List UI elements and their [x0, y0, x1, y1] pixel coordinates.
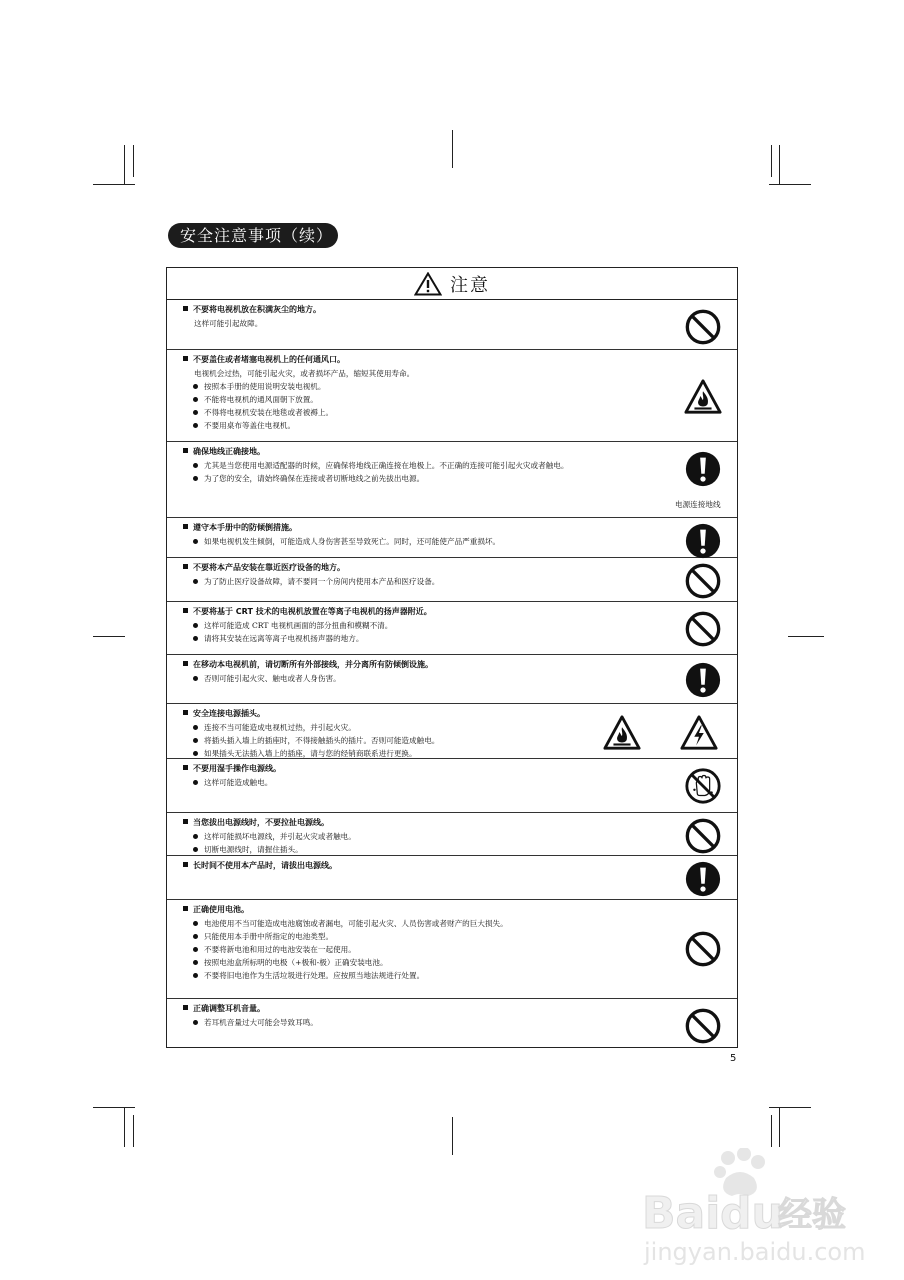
caution-row-title: 正确使用电池。 — [183, 904, 249, 915]
electric-shock-warning-icon — [680, 714, 718, 752]
no-wet-hands-icon — [684, 767, 722, 805]
icon-caption: 电源连接地线 — [675, 500, 721, 509]
crop-mark — [124, 1107, 125, 1147]
mandatory-icon — [684, 450, 722, 488]
bullet-item: 为了您的安全，请始终确保在连接或者切断地线之前先拔出电源。 — [191, 472, 569, 485]
crop-mark — [771, 1115, 772, 1147]
bullet-item: 不要将旧电池作为生活垃圾进行处理。应按照当地法规进行处置。 — [191, 969, 508, 982]
caution-row — [167, 300, 737, 350]
crop-mark — [452, 1117, 453, 1155]
prohibition-icon — [684, 308, 722, 346]
svg-text:Bai: Bai — [642, 1188, 721, 1239]
crop-mark — [124, 145, 125, 185]
caution-row — [167, 759, 737, 813]
page-number: 5 — [730, 1053, 737, 1064]
bullet-item: 若耳机音量过大可能会导致耳鸣。 — [191, 1016, 318, 1029]
bullet-item: 这样可能造成触电。 — [191, 776, 272, 789]
bullet-item: 为了防止医疗设备故障，请不要同一个房间内使用本产品和医疗设备。 — [191, 575, 439, 588]
bullet-item: 按照电池盒所标明的电极（+极和-极）正确安装电池。 — [191, 956, 508, 969]
crop-mark — [133, 1115, 134, 1147]
bullet-item: 不得将电视机安装在地毯或者被褥上。 — [191, 406, 414, 419]
panel-header — [167, 268, 737, 300]
prohibition-icon — [684, 1007, 722, 1045]
caution-row-body — [191, 317, 262, 330]
caution-row-title: 不要将电视机放在积满灰尘的地方。 — [183, 304, 321, 315]
fire-warning-icon — [603, 714, 641, 752]
crop-mark — [452, 130, 453, 168]
caution-row-body — [191, 459, 569, 485]
caution-row-body — [191, 830, 356, 856]
caution-row-body — [191, 367, 414, 432]
caution-row-body — [191, 1016, 318, 1029]
caution-row — [167, 999, 737, 1048]
caution-row-title: 不要用湿手操作电源线。 — [183, 763, 281, 774]
caution-row-title: 不要将基于 CRT 技术的电视机放置在等离子电视机的扬声器附近。 — [183, 606, 432, 617]
caution-row-body — [191, 917, 508, 982]
crop-mark — [93, 1107, 135, 1108]
caution-row-body — [191, 776, 272, 789]
crop-mark — [93, 636, 125, 637]
caution-row-title: 长时间不使用本产品时，请拔出电源线。 — [183, 860, 337, 871]
bullet-item: 如果插头无法插入墙上的插座，请与您的经销商联系进行更换。 — [191, 747, 439, 760]
caution-row — [167, 856, 737, 900]
bullet-item: 只能使用本手册中所指定的电池类型。 — [191, 930, 508, 943]
caution-row-title: 当您拔出电源线时，不要拉扯电源线。 — [183, 817, 329, 828]
caution-row — [167, 558, 737, 602]
crop-mark — [779, 145, 780, 185]
caution-row-title: 不要将本产品安装在靠近医疗设备的地方。 — [183, 562, 345, 573]
crop-mark — [93, 184, 135, 185]
caution-row-title: 在移动本电视机前，请切断所有外部接线，并分离所有防倾倒设施。 — [183, 659, 433, 670]
caution-row-body — [191, 619, 392, 645]
bullet-item: 连接不当可能造成电视机过热，并引起火灾。 — [191, 721, 439, 734]
bullet-item: 如果电视机发生倾倒，可能造成人身伤害甚至导致死亡。同时，还可能使产品严重损坏。 — [191, 535, 500, 548]
caution-row — [167, 518, 737, 558]
prohibition-icon — [684, 817, 722, 855]
caution-row-body — [191, 672, 341, 685]
svg-text:经验: 经验 — [778, 1195, 846, 1235]
caution-row — [167, 813, 737, 856]
panel-header-title: 注意 — [450, 274, 490, 296]
caution-panel — [166, 267, 738, 1048]
body-text: 电视机会过热，可能引起火灾，或者损坏产品，缩短其使用寿命。 — [194, 369, 415, 378]
warning-triangle-icon — [414, 272, 442, 296]
crop-mark — [769, 1107, 811, 1108]
bullet-item: 请将其安装在远离等离子电视机扬声器的地方。 — [191, 632, 392, 645]
caution-row-title: 正确调整耳机音量。 — [183, 1003, 265, 1014]
bullet-item: 按照本手册的使用说明安装电视机。 — [191, 380, 414, 393]
svg-text:du: du — [720, 1188, 783, 1239]
bullet-item: 不能将电视机的通风面朝下放置。 — [191, 393, 414, 406]
bullet-item: 尤其是当您使用电源适配器的时候，应确保将地线正确连接在地极上。不正确的连接可能引起火灾或者触电。 — [191, 459, 569, 472]
caution-row-title: 遵守本手册中的防倾倒措施。 — [183, 522, 297, 533]
mandatory-icon — [684, 860, 722, 898]
mandatory-icon — [684, 661, 722, 699]
caution-row — [167, 900, 737, 999]
bullet-item: 不要用桌布等盖住电视机。 — [191, 419, 414, 432]
crop-mark — [788, 636, 824, 637]
bullet-item: 切断电源线时，请握住插头。 — [191, 843, 356, 856]
caution-row-body — [191, 535, 500, 548]
bullet-item: 这样可能损坏电源线，并引起火灾或者触电。 — [191, 830, 356, 843]
caution-row-body — [191, 575, 439, 588]
section-title: 安全注意事项（续） — [168, 223, 338, 248]
bullet-item: 电池使用不当可能造成电池腐蚀或者漏电，可能引起火灾、人员伤害或者财产的巨大损失。 — [191, 917, 508, 930]
prohibition-icon — [684, 930, 722, 968]
bullet-item: 将插头插入墙上的插座时，不得接触插头的插片。否则可能造成触电。 — [191, 734, 439, 747]
crop-mark — [133, 145, 134, 177]
crop-mark — [771, 145, 772, 177]
caution-row-title: 安全连接电源插头。 — [183, 708, 265, 719]
bullet-item: 否则可能引起火灾、触电或者人身伤害。 — [191, 672, 341, 685]
svg-text:jingyan.baidu.com: jingyan.baidu.com — [644, 1238, 866, 1266]
caution-row-body — [191, 721, 439, 760]
caution-row — [167, 704, 737, 759]
caution-row-title: 确保地线正确接地。 — [183, 446, 265, 457]
crop-mark — [779, 1107, 780, 1147]
mandatory-icon — [684, 522, 722, 560]
baidu-watermark-logo — [640, 1148, 890, 1268]
prohibition-icon — [684, 610, 722, 648]
bullet-item: 不要将新电池和用过的电池安装在一起使用。 — [191, 943, 508, 956]
caution-row — [167, 655, 737, 704]
caution-row-title: 不要盖住或者堵塞电视机上的任何通风口。 — [183, 354, 345, 365]
prohibition-icon — [684, 562, 722, 600]
bullet-item: 这样可能造成 CRT 电视机画面的部分扭曲和模糊不清。 — [191, 619, 392, 632]
crop-mark — [769, 184, 811, 185]
caution-row — [167, 602, 737, 655]
fire-warning-icon — [684, 378, 722, 416]
caution-row — [167, 350, 737, 442]
caution-row — [167, 442, 737, 518]
body-text: 这样可能引起故障。 — [194, 319, 263, 328]
